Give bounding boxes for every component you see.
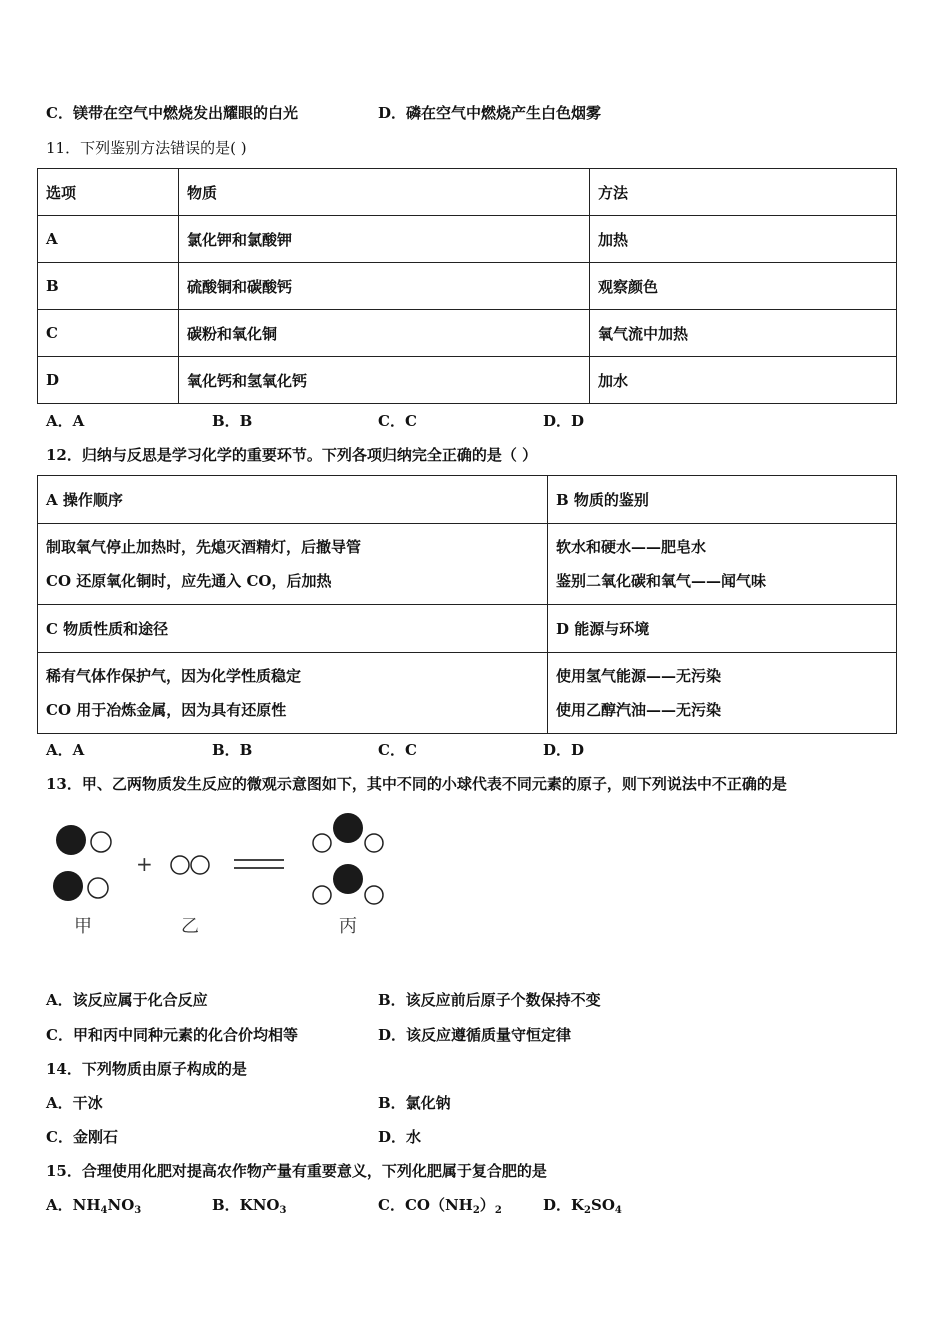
q11-stem: 11．下列鉴别方法错误的是( ) [46, 139, 247, 157]
table-header: 选项 [38, 169, 179, 216]
reaction-diagram [46, 808, 406, 948]
q14-option-d: D．水 [378, 1128, 422, 1146]
formula-subscript: 2 [472, 1205, 480, 1216]
white-atom [88, 878, 108, 898]
table-cell: C [38, 310, 179, 357]
formula-subscript: 2 [584, 1205, 592, 1216]
white-atom [171, 856, 189, 874]
q13-option-c: C．甲和丙中同种元素的化合价均相等 [46, 1026, 298, 1044]
table-row [38, 263, 897, 310]
q12-stem: 12．归纳与反思是学习化学的重要环节。下列各项归纳完全正确的是（ ） [46, 446, 538, 464]
formula-subscript: 3 [134, 1205, 142, 1216]
table-cell-line: 使用乙醇汽油——无污染 [556, 701, 722, 719]
table-cell-line: CO 还原氧化铜时，应先通入 CO，后加热 [46, 572, 332, 590]
molecule-jia-bottom [53, 871, 108, 901]
table-cell: B [38, 263, 179, 310]
table-cell: 观察颜色 [590, 263, 897, 310]
table-cell [38, 524, 548, 605]
q13-option-a: A．该反应属于化合反应 [46, 991, 208, 1009]
white-atom [313, 886, 331, 904]
table-cell: 氧化钙和氢氧化钙 [179, 357, 590, 404]
formula-subscript: 3 [279, 1205, 287, 1216]
table-cell-line: 使用氢气能源——无污染 [556, 667, 722, 685]
table-row [38, 653, 897, 734]
table-cell: 碳粉和氧化铜 [179, 310, 590, 357]
table-cell-line: CO 用于冶炼金属，因为具有还原性 [46, 701, 287, 719]
q14-option-b: B．氯化钠 [378, 1094, 451, 1112]
molecule-yi [171, 856, 209, 874]
table-cell [548, 524, 897, 605]
q13-option-b: B．该反应前后原子个数保持不变 [378, 991, 601, 1009]
formula-subscript: 4 [614, 1205, 622, 1216]
white-atom [313, 834, 331, 852]
table-cell-line: 鉴别二氧化碳和氧气——闻气味 [556, 572, 767, 590]
formula-part: C．CO（NH [378, 1196, 473, 1214]
label-jia: 甲 [74, 916, 92, 937]
white-atom [91, 832, 111, 852]
formula-subscript: 4 [100, 1205, 108, 1216]
q10-option-c: C．镁带在空气中燃烧发出耀眼的白光 [46, 104, 298, 122]
formula-part: A．NH [46, 1196, 101, 1214]
q11-option-d: D．D [543, 412, 585, 430]
table-header: A 操作顺序 [38, 476, 548, 524]
q12-option-c: C．C [378, 741, 417, 759]
table-row [38, 310, 897, 357]
table-cell-line: 稀有气体作保护气，因为化学性质稳定 [46, 667, 302, 685]
dark-atom [53, 871, 83, 901]
q12-table [37, 475, 897, 734]
formula-part: D．K [543, 1196, 585, 1214]
q11-option-c: C．C [378, 412, 417, 430]
table-cell: 氯化钾和氯酸钾 [179, 216, 590, 263]
q15-option-a [46, 1194, 141, 1216]
q15-stem: 15．合理使用化肥对提高农作物产量有重要意义，下列化肥属于复合肥的是 [46, 1162, 547, 1180]
table-row [38, 605, 897, 653]
formula-subscript: 2 [494, 1205, 502, 1216]
table-header: B 物质的鉴别 [548, 476, 897, 524]
q12-option-d: D．D [543, 741, 585, 759]
molecule-bing-bottom [313, 864, 383, 904]
q15-option-c [378, 1194, 502, 1216]
table-cell: 加水 [590, 357, 897, 404]
q13-option-d: D．该反应遵循质量守恒定律 [378, 1026, 572, 1044]
molecule-jia-top [56, 825, 111, 855]
table-row [38, 216, 897, 263]
q14-option-a: A．干冰 [46, 1094, 103, 1112]
table-cell [38, 653, 548, 734]
q10-option-d: D．磷在空气中燃烧产生白色烟雾 [378, 104, 602, 122]
table-header: C 物质性质和途径 [38, 605, 548, 653]
table-header: D 能源与环境 [548, 605, 897, 653]
q12-option-a: A．A [46, 741, 85, 759]
formula-part: ） [479, 1196, 495, 1214]
table-row [38, 169, 897, 216]
dark-atom [333, 813, 363, 843]
table-cell: A [38, 216, 179, 263]
q11-table [37, 168, 897, 404]
formula-part: SO [591, 1196, 615, 1214]
white-atom [365, 834, 383, 852]
table-cell: 硫酸铜和碳酸钙 [179, 263, 590, 310]
table-header: 物质 [179, 169, 590, 216]
table-cell: D [38, 357, 179, 404]
table-cell-line: 软水和硬水——肥皂水 [556, 538, 707, 556]
table-cell [548, 653, 897, 734]
table-row [38, 476, 897, 524]
white-atom [191, 856, 209, 874]
plus-sign: + [136, 852, 153, 876]
molecule-bing-top [313, 813, 383, 852]
q11-option-b: B．B [212, 412, 253, 430]
q15-option-d [543, 1194, 622, 1216]
table-header: 方法 [590, 169, 897, 216]
dark-atom [333, 864, 363, 894]
label-yi: 乙 [181, 916, 199, 937]
white-atom [365, 886, 383, 904]
dark-atom [56, 825, 86, 855]
q13-stem: 13．甲、乙两物质发生反应的微观示意图如下，其中不同的小球代表不同元素的原子，则下列说法中不正确的是 [46, 775, 787, 793]
q11-option-a: A．A [46, 412, 85, 430]
table-cell: 加热 [590, 216, 897, 263]
q12-option-b: B．B [212, 741, 253, 759]
q14-option-c: C．金刚石 [46, 1128, 118, 1146]
table-cell-line: 制取氧气停止加热时，先熄灭酒精灯，后撤导管 [46, 538, 362, 556]
label-bing: 丙 [339, 916, 357, 937]
q14-stem: 14．下列物质由原子构成的是 [46, 1060, 247, 1078]
formula-part: B．KNO [212, 1196, 280, 1214]
table-row [38, 357, 897, 404]
q15-option-b [212, 1194, 286, 1216]
table-cell: 氧气流中加热 [590, 310, 897, 357]
formula-part: NO [107, 1196, 135, 1214]
table-row [38, 524, 897, 605]
